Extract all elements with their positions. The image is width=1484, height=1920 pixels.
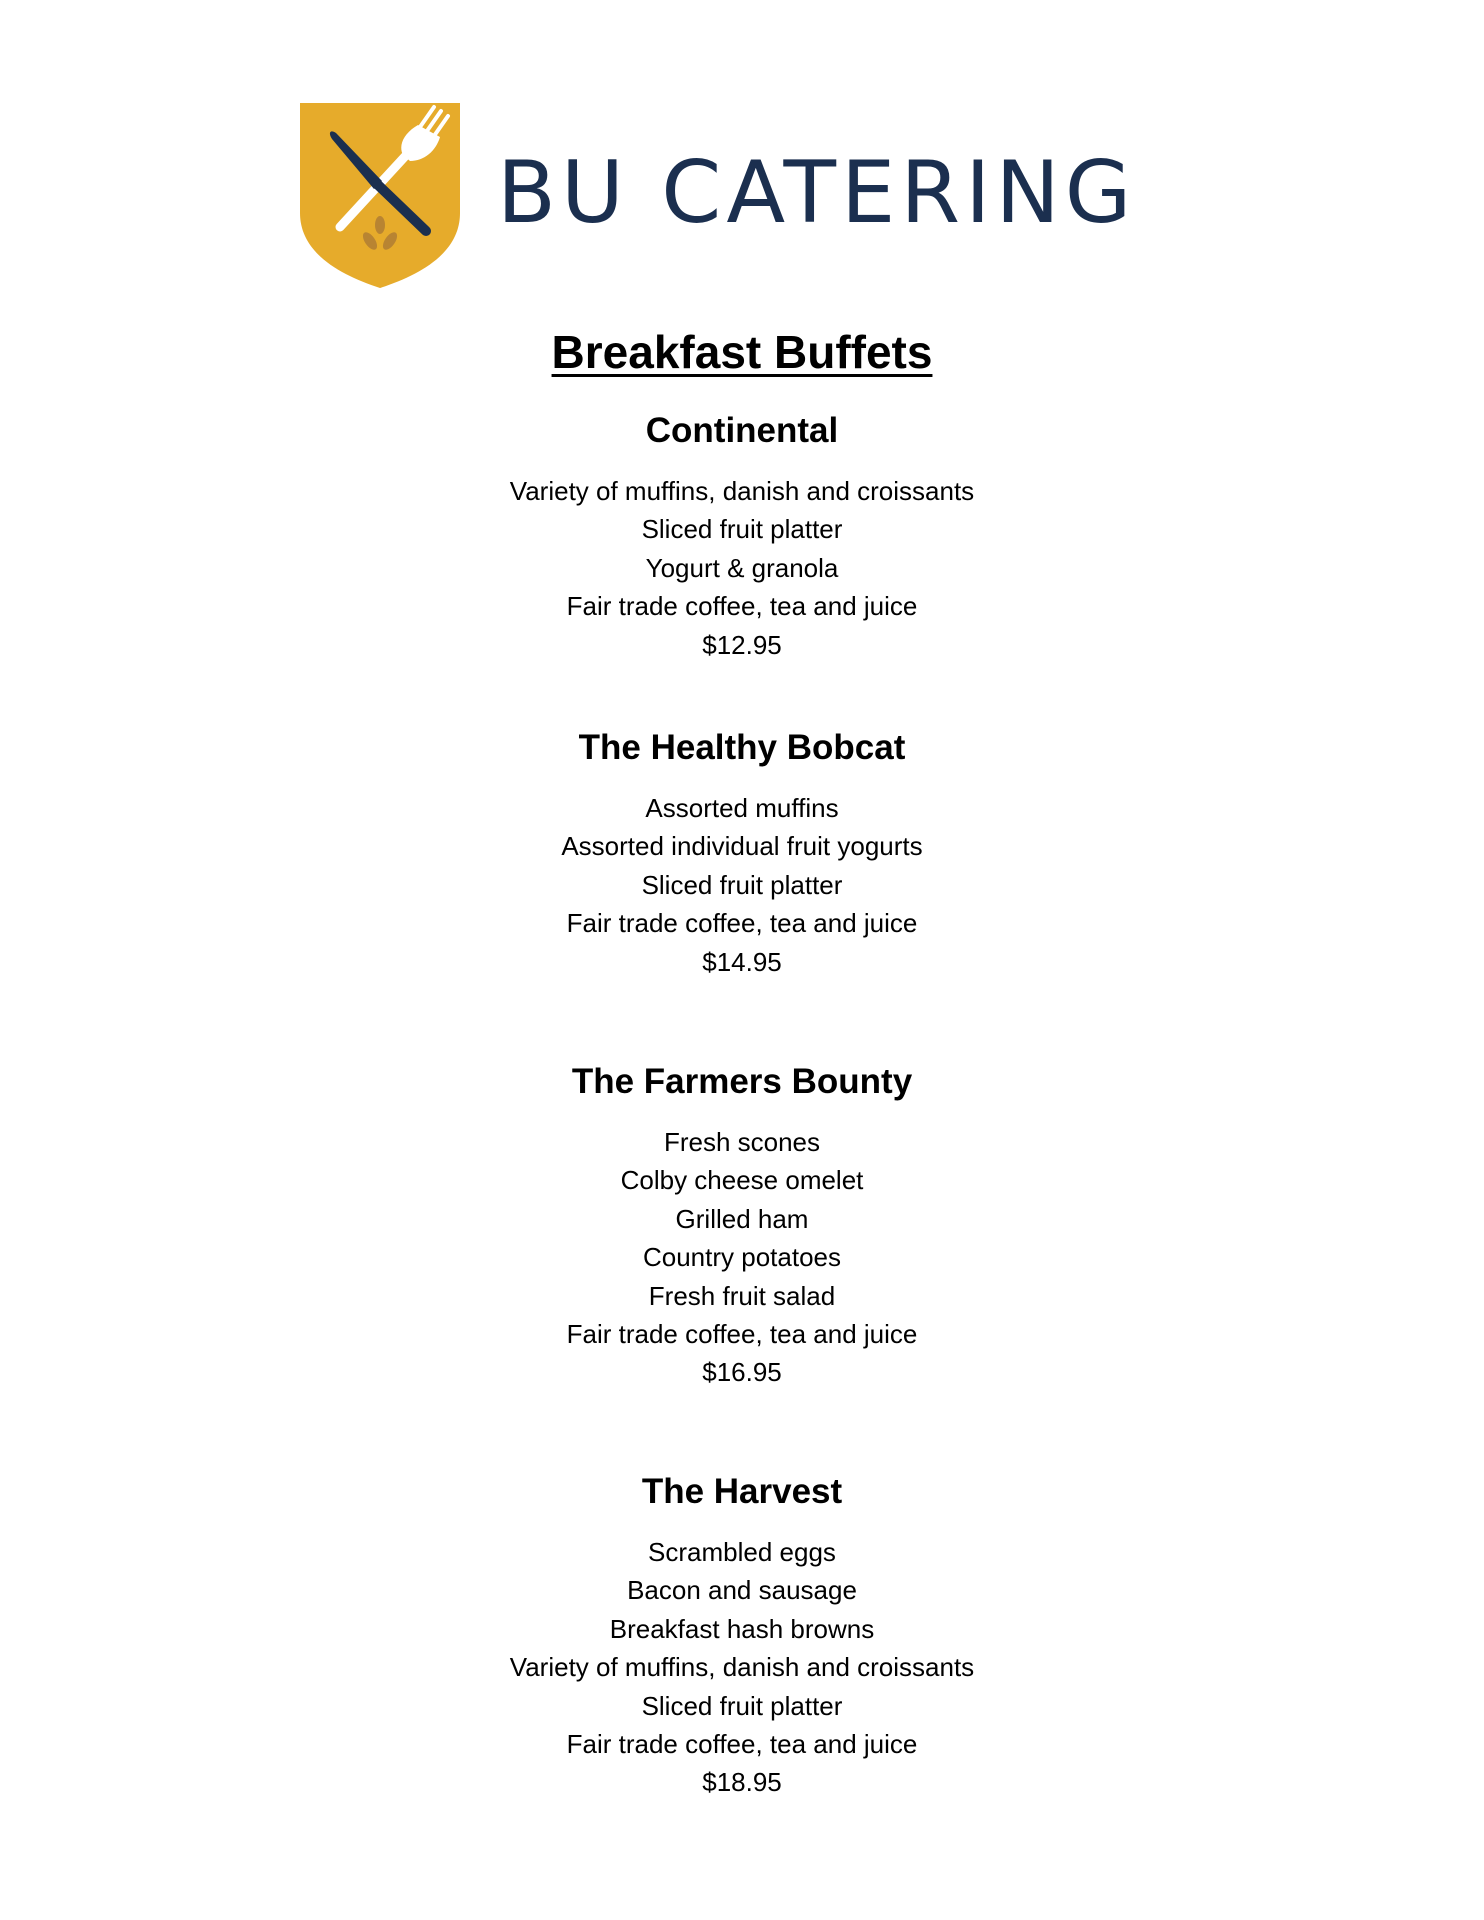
section-price: $18.95 [702,1767,782,1798]
section-price: $12.95 [702,629,782,660]
menu-item: Fair trade coffee, tea and juice [566,908,918,939]
knife-and-fork-shield-icon [300,103,460,288]
menu-item: Variety of muffins, danish and croissants [509,476,975,506]
menu-item: Assorted individual fruit yogurts [561,831,923,862]
menu-item: Fresh scones [663,1127,821,1157]
menu-item: Breakfast hash browns [609,1613,875,1644]
menu-item: Sliced fruit platter [641,869,843,900]
brand-name: BU CATERING [497,143,1137,243]
section-title: The Farmers Bounty [571,1062,913,1101]
menu-section-continental [0,410,1484,664]
menu-item: Sliced fruit platter [641,1690,843,1721]
header [300,103,1150,288]
menu-section-harvest [0,1471,1484,1802]
menu-item: Fair trade coffee, tea and juice [566,1729,918,1760]
section-price: $14.95 [702,946,782,977]
menu-item: Country potatoes [642,1242,841,1273]
menu-item: Scrambled eggs [648,1537,836,1567]
page-title: Breakfast Buffets [551,326,933,378]
menu-item: Colby cheese omelet [620,1165,864,1196]
menu-item: Variety of muffins, danish and croissants [509,1652,975,1683]
section-title: Continental [645,411,839,450]
menu-section-farmers-bounty [0,1061,1484,1392]
menu-section-healthy-bobcat [0,727,1484,981]
menu-item: Bacon and sausage [627,1575,857,1606]
menu-item: Grilled ham [675,1203,809,1234]
menu-item: Assorted muffins [645,793,839,823]
menu-item: Yogurt & granola [645,552,839,583]
section-title: The Harvest [641,1472,843,1511]
menu-item: Sliced fruit platter [641,514,843,545]
section-price: $16.95 [702,1357,782,1388]
menu-item: Fair trade coffee, tea and juice [566,591,918,622]
section-title: The Healthy Bobcat [578,728,906,767]
menu-item: Fresh fruit salad [648,1280,836,1311]
menu-item: Fair trade coffee, tea and juice [566,1319,918,1350]
